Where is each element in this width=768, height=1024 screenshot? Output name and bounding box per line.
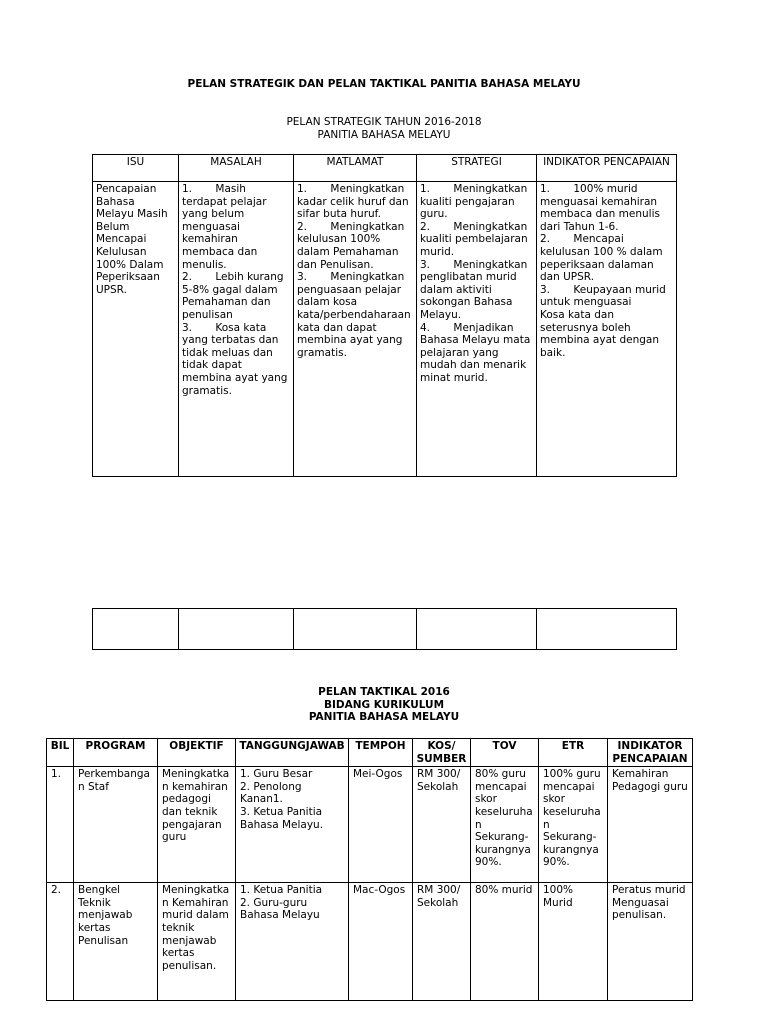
cell-tempoh: Mei-Ogos xyxy=(349,767,413,883)
cell-objektif: Meningkatkan kemahiran pedagogi dan teknik pengajaran guru xyxy=(158,767,236,883)
table-row xyxy=(47,767,693,883)
strategic-body-row xyxy=(93,182,677,477)
strategic-header-row xyxy=(93,155,677,182)
cell-indikator: Peratus murid Menguasai penulisan. xyxy=(608,883,693,1001)
header-etr: ETR xyxy=(539,739,608,767)
empty-cell xyxy=(417,609,537,650)
tanggungjawab-item: 3. Ketua Panitia Bahasa Melayu. xyxy=(240,805,324,831)
document-title: PELAN STRATEGIK DAN PELAN TAKTIKAL PANITIA BAHASA MELAYU xyxy=(187,78,581,90)
header-indikator-pencapaian: INDIKATOR PENCAPAIAN xyxy=(608,739,693,767)
tactical-plan-table xyxy=(46,738,693,1001)
header-masalah: MASALAH xyxy=(179,155,294,182)
table-row xyxy=(47,883,693,1001)
strategic-plan-table xyxy=(92,154,677,477)
cell-program: Perkembangan Staf xyxy=(74,767,158,883)
cell-bil: 1. xyxy=(47,767,74,883)
tanggungjawab-item: 2. Guru-guru Bahasa Melayu xyxy=(240,896,320,922)
empty-cell xyxy=(537,609,677,650)
strategic-heading-panel: PANITIA BAHASA MELAYU xyxy=(317,128,451,141)
strategi-item: 1. Meningkatkan kualiti pengajaran guru. xyxy=(420,183,528,221)
strategic-heading xyxy=(0,116,768,141)
cell-indikator: Kemahiran Pedagogi guru xyxy=(608,767,693,883)
strategi-item: 2. Meningkatkan kualiti pembelajaran murid. xyxy=(420,220,528,258)
header-isu: ISU xyxy=(93,155,179,182)
cell-tanggungjawab xyxy=(236,883,349,1001)
cell-indikator xyxy=(537,182,677,477)
strategi-item: 3. Meningkatkan penglibatan murid dalam aktiviti sokongan Bahasa Melayu. xyxy=(420,258,528,321)
cell-matlamat xyxy=(294,182,417,477)
header-bil: BIL xyxy=(47,739,74,767)
tanggungjawab-item: 2. Penolong Kanan1. xyxy=(240,780,302,806)
cell-etr: 100% Murid xyxy=(539,883,608,1001)
tactical-heading-field: BIDANG KURIKULUM xyxy=(323,698,445,711)
tactical-header-row xyxy=(47,739,693,767)
masalah-item: 2. Lebih kurang 5-8% gagal dalam Pemahaman dan penulisan xyxy=(182,271,284,321)
cell-kos: RM 300/ Sekolah xyxy=(413,883,471,1001)
header-kos-sumber: KOS/ SUMBER xyxy=(413,739,471,767)
empty-cell xyxy=(294,609,417,650)
matlamat-item: 3. Meningkatkan penguasaan pelajar dalam kosa kata/perbendaharaan kata dan dapat membina ayat yang gramatis. xyxy=(297,271,411,359)
header-tanggungjawab: TANGGUNGJAWAB xyxy=(236,739,349,767)
indikator-item: 1. 100% murid menguasai kemahiran membaca dan menulis dari Tahun 1-6. xyxy=(540,183,660,233)
tactical-heading-panel: PANITIA BAHASA MELAYU xyxy=(308,711,460,724)
empty-cell xyxy=(93,609,179,650)
tactical-heading xyxy=(0,686,768,724)
cell-isu xyxy=(93,182,179,477)
header-program: PROGRAM xyxy=(74,739,158,767)
cell-etr: 100% guru mencapai skor keseluruhan Sekurang-kurangnya 90%. xyxy=(539,767,608,883)
matlamat-item: 1. Meningkatkan kadar celik huruf dan sifar buta huruf. xyxy=(297,183,409,221)
header-indikator: INDIKATOR PENCAPAIAN xyxy=(537,155,677,182)
tanggungjawab-item: 1. Guru Besar xyxy=(240,768,313,781)
cell-tov: 80% murid xyxy=(471,883,539,1001)
masalah-item: 3. Kosa kata yang terbatas dan tidak meluas dan tidak dapat membina ayat yang gramatis. xyxy=(182,321,288,397)
masalah-item: 1. Masih terdapat pelajar yang belum menguasai kemahiran membaca dan menulis. xyxy=(182,183,267,271)
empty-table xyxy=(92,608,677,650)
indikator-item: 2. Mencapai kelulusan 100 % dalam peperiksaan dalaman dan UPSR. xyxy=(540,233,663,284)
header-objektif: OBJEKTIF xyxy=(158,739,236,767)
cell-tov: 80% guru mencapai skor keseluruhan Sekurang-kurangnya 90%. xyxy=(471,767,539,883)
header-matlamat: MATLAMAT xyxy=(294,155,417,182)
header-tov: TOV xyxy=(471,739,539,767)
cell-masalah xyxy=(179,182,294,477)
cell-objektif: Meningkatkan Kemahiran murid dalam teknik menjawab kertas penulisan. xyxy=(158,883,236,1001)
isu-text: Pencapaian Bahasa Melayu Masih Belum Mencapai Kelulusan 100% Dalam Peperiksaan UPSR. xyxy=(96,183,168,296)
tanggungjawab-item: 1. Ketua Panitia xyxy=(240,884,323,897)
strategi-item: 4. Menjadikan Bahasa Melayu mata pelajaran yang mudah dan menarik minat murid. xyxy=(420,321,531,384)
cell-kos: RM 300/ Sekolah xyxy=(413,767,471,883)
cell-strategi xyxy=(417,182,537,477)
empty-row xyxy=(93,609,677,650)
cell-tempoh: Mac-Ogos xyxy=(349,883,413,1001)
matlamat-item: 2. Meningkatkan kelulusan 100% dalam Pemahaman dan Penulisan. xyxy=(297,220,405,271)
empty-cell xyxy=(179,609,294,650)
cell-tanggungjawab xyxy=(236,767,349,883)
indikator-item: 3. Keupayaan murid untuk menguasai xyxy=(540,283,666,309)
header-tempoh: TEMPOH xyxy=(349,739,413,767)
strategic-heading-year: PELAN STRATEGIK TAHUN 2016-2018 xyxy=(286,116,482,128)
cell-bil: 2. xyxy=(47,883,74,1001)
indikator-item: Kosa kata dan seterusnya boleh membina ayat dengan baik. xyxy=(540,308,659,359)
header-strategi: STRATEGI xyxy=(417,155,537,182)
tactical-heading-year: PELAN TAKTIKAL 2016 xyxy=(318,686,450,698)
cell-program: Bengkel Teknik menjawab kertas Penulisan xyxy=(74,883,158,1001)
